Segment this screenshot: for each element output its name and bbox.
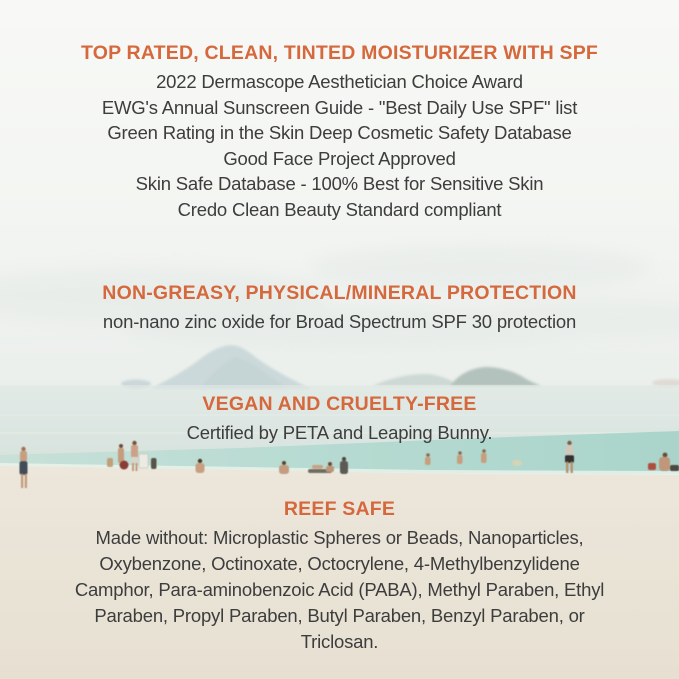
text-line: Oxybenzone, Octinoxate, Octocrylene, 4-Methylbenzylidene [99, 553, 580, 574]
section-vegan [0, 391, 679, 446]
section-heading: NON-GREASY, PHYSICAL/MINERAL PROTECTION [102, 282, 577, 304]
section-top-rated [0, 40, 679, 222]
text-line: Skin Safe Database - 100% Best for Sensitive Skin [135, 173, 544, 194]
text-line: EWG's Annual Sunscreen Guide - "Best Daily Use SPF" list [101, 96, 578, 118]
text-line: Credo Clean Beauty Standard compliant [177, 198, 502, 220]
text-line: non-nano zinc oxide for Broad Spectrum SPF 30 protection [102, 311, 577, 332]
text-line: Green Rating in the Skin Deep Cosmetic Safety Database [107, 122, 572, 143]
section-non-greasy [0, 280, 679, 335]
section-heading: REEF SAFE [283, 498, 396, 520]
text-line: Paraben, Propyl Paraben, Butyl Paraben, Benzyl Paraben, or [94, 605, 585, 626]
section-heading: TOP RATED, CLEAN, TINTED MOISTURIZER WITH SPF [80, 42, 599, 64]
section-heading: VEGAN AND CRUELTY-FREE [202, 393, 477, 415]
text-line: Triclosan. [300, 631, 379, 652]
section-reef-safe [0, 496, 679, 655]
text-line: Camphor, Para-aminobenzoic Acid (PABA), Methyl Paraben, Ethyl [74, 579, 605, 600]
text-line: Certified by PETA and Leaping Bunny. [186, 422, 493, 443]
text-line: 2022 Dermascope Aesthetician Choice Award [156, 71, 523, 92]
text-line: Good Face Project Approved [223, 147, 456, 169]
text-line: Made without: Microplastic Spheres or Beads, Nanoparticles, [95, 527, 584, 548]
